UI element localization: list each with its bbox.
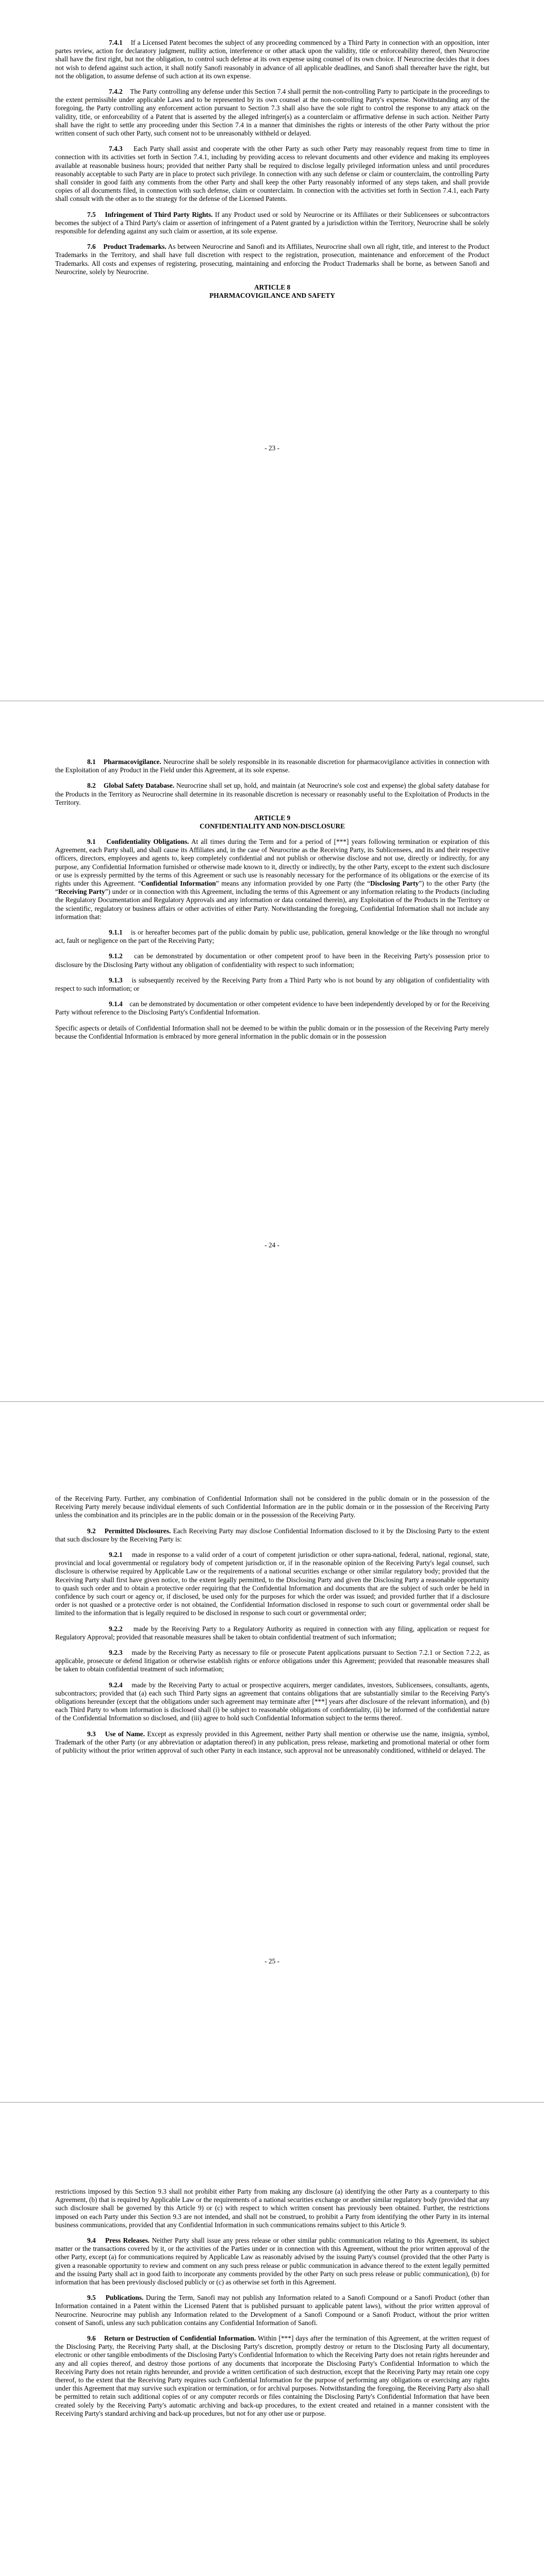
section-heading: Infringement of Third Party Rights. — [105, 210, 213, 218]
paragraph-9-2-1 — [55, 1551, 489, 1618]
section-number: 9.6 — [87, 2334, 96, 2343]
page-24 — [0, 701, 544, 1401]
section-number: 9.1.1 — [109, 928, 123, 937]
defined-term: Receiving Party — [58, 888, 105, 896]
section-heading: Confidentiality Obligations. — [106, 838, 189, 846]
section-heading: Return or Destruction of Confidential Information. — [104, 2334, 256, 2343]
page-number: - 23 - — [265, 444, 279, 452]
paragraph-text: is subsequently received by the Receiving Party from a Third Party who is not bound by any obligation of confidentiality with respect to such information; or — [55, 976, 490, 993]
section-number: 7.4.1 — [109, 39, 123, 46]
section-heading: Product Trademarks. — [103, 243, 167, 251]
page-25 — [0, 1402, 544, 2102]
paragraph-text: ”) under or in connection with this Agreement, including the terms of this Agreement or any information relating to the Products (including the Regulatory Documentation and Regulatory Approvals and any information or data contained therein), any Exploitation of the Products in the Territory or the scientific, regulatory or business affairs or other activities of either Party. Notwithstanding the foregoing, Confidential Information shall not include any information that: — [55, 888, 489, 921]
paragraph-continued: restrictions imposed by this Section 9.3 shall not prohibit either Party from making any disclosure (a) identifying the other Party as a counterparty to this Agreement, (b) that is required by Applicable Law or the requirements of a national securities exchange or another similar regulatory body (provided that any such disclosure shall be governed by this Article 9) or (c) with respect to which written consent has previously been obtained. Further, the restrictions imposed on each Party under this Section 9.3 are not intended, and shall not be construed, to prohibit a Party from identifying the other Party in its internal business communications, provided that any Confidential Information in such communications remains subject to this Article 9. — [55, 2188, 489, 2229]
paragraph-9-2 — [55, 1527, 489, 1544]
article-title: CONFIDENTIALITY AND NON-DISCLOSURE — [200, 822, 345, 831]
paragraph-9-2-3 — [55, 1649, 489, 1674]
paragraph-9-1-3 — [55, 976, 489, 993]
section-number: 9.1.4 — [109, 1000, 123, 1008]
defined-term: Confidential Information — [141, 879, 216, 888]
section-number: 9.2.4 — [109, 1681, 123, 1689]
paragraph-9-2-2 — [55, 1625, 489, 1641]
section-number: 7.5 — [87, 210, 96, 218]
paragraph-9-1-1 — [55, 928, 489, 945]
paragraph-text: At all times during the Term and for a period of [***] years following termination or expiration of this Agreement, each Party shall, and shall cause its Affiliates and, in the case of Neurocrine as the Receiving Party, its Sublicensees, and its and their respective officers, directors, employees and agents to, keep completely confidential and not publish or otherwise disclose and not use, directly or indirectly, for any purpose, any Confidential Information furnished or otherwise made known to it, directly or indirectly, by the other Party, except to the extent such disclosure or use is expressly permitted by the terms of this Agreement or such use is reasonably necessary for the performance of its obligations or the exercise of its rights under this Agreement. “ — [55, 838, 490, 888]
paragraph-text: As between Neurocrine and Sanofi and its Affiliates, Neurocrine shall own all right, title, and interest to the Product Trademarks in the Territory, and shall have full discretion with respect to the registration, prosecution, maintenance and enforcement of the Product Trademarks. All costs and expenses of registering, prosecuting, maintaining and enforcing the Product Trademarks shall be borne, as between Sanofi and Neurocrine, solely by Neurocrine. — [55, 243, 490, 276]
paragraph-9-6 — [55, 2334, 489, 2418]
paragraph-continued: of the Receiving Party. Further, any combination of Confidential Information shall not be considered in the public domain or in the possession of the Receiving Party merely because individual elements of such Confidential Information are in the public domain or in the possession of the Receiving Party unless the combination and its principles are in the public domain or in the possession of the Receiving Party. — [55, 1495, 489, 1519]
paragraph-text: The Party controlling any defense under this Section 7.4 shall permit the non-controlling Party to participate in the proceedings to the extent permissible under applicable Laws and to be represented by its own counsel at the non-controlling Party's expense. Notwithstanding any of the foregoing, the Party controlling any enforcement action pursuant to Section 7.3 shall also have the sole right to control the response to any attack on the validity, title, or enforceability of a Patent that is asserted by the alleged infringer(s) as a counterclaim or affirmative defense in such action. Neither Party shall have the right to settle any proceeding under this Section 7.4 in a manner that diminishes the rights or interests of the other Party without the prior written consent of such other Party, such consent not to be unreasonably withheld or delayed. — [55, 88, 490, 138]
section-number: 9.2 — [87, 1527, 96, 1535]
paragraph-text: Except as expressly provided in this Agreement, neither Party shall mention or otherwise use the name, insignia, symbol, Trademark of the other Party (or any abbreviation or adaptation thereof) in any publication, press release, marketing and promotional material or other form of publicity without the prior written approval of such other Party in each instance, such approval not be unreasonably conditioned, withheld or delayed. The — [55, 1730, 489, 1755]
paragraph-9-4 — [55, 2236, 489, 2286]
section-number: 9.1 — [87, 838, 96, 846]
paragraph-text: made by the Receiving Party to actual or prospective acquirers, merger candidates, investors, Sublicensees, consultants, agents, subcontractors; provided that (a) each such Third Party signs an agreement that contains obligations that are substantially similar to the Receiving Party's obligations hereunder (except that the obligations under such agreement may terminate after [***] years after disclosure of the relevant information), and (b) each Third Party to whom information is disclosed shall (i) be subject to reasonable obligations of confidentiality, (ii) be informed of the confidential nature of the Confidential Information so disclosed, and (iii) agree to hold such Confidential Information subject to the terms thereof. — [55, 1681, 489, 1722]
section-number: 9.3 — [87, 1730, 96, 1738]
article-title: PHARMACOVIGILANCE AND SAFETY — [209, 292, 335, 300]
section-heading: Publications. — [105, 2294, 144, 2302]
section-heading: Permitted Disclosures. — [104, 1527, 171, 1535]
paragraph-7-6 — [55, 243, 489, 276]
section-heading: Global Safety Database. — [103, 782, 175, 790]
paragraph-text: If a Licensed Patent becomes the subject of any proceeding commenced by a Third Party in connection with an opposition, inter partes review, action for declaratory judgment, nullity action, interference or other attack upon the validity, title or enforceability thereof, then Neurocrine shall have the first right, but not the obligation, to control such defense at its own expense using counsel of its own choice. If Neurocrine decides that it does not wish to defend against such action, it shall notify Sanofi reasonably in advance of all applicable deadlines, and Sanofi shall thereafter have the right, but not the obligation, to assume defense of such action at its own expense. — [55, 39, 490, 80]
section-number: 9.2.3 — [109, 1649, 123, 1657]
paragraph-7-4-1 — [55, 39, 489, 80]
paragraph-text: is or hereafter becomes part of the public domain by public use, publication, general knowledge or the like through no wrongful act, fault or negligence on the part of the Receiving Party; — [55, 928, 489, 945]
article-number: ARTICLE 9 — [254, 814, 291, 822]
paragraph-9-5 — [55, 2294, 489, 2327]
paragraph-text: made by the Receiving Party to a Regulatory Authority as required in connection with any filing, application or request for Regulatory Approval; provided that reasonable measures shall be taken to obtain confidential treatment of such information; — [55, 1624, 489, 1641]
paragraph-9-1-tail: Specific aspects or details of Confidential Information shall not be deemed to be within the public domain or in the possession of the Receiving Party merely because the Confidential Information is embraced by more general information in the public domain or in the possession — [55, 1024, 489, 1040]
section-heading: Pharmacovigilance. — [103, 758, 161, 766]
paragraph-text: ”) to the other Party (the “ — [55, 879, 489, 896]
section-number: 9.5 — [87, 2294, 96, 2302]
paragraph-text: can be demonstrated by documentation or other competent proof to have been in the Receiving Party's possession prior to disclosure by the Disclosing Party without any obligation of confidentiality with respect to such information; — [55, 952, 489, 969]
section-number: 7.4.3 — [109, 145, 123, 153]
section-number: 7.4.2 — [109, 88, 123, 96]
paragraph-text: Neurocrine shall set up, hold, and maintain (at Neurocrine's sole cost and expense) the global safety database for the Products in the Territory as Neurocrine shall determine in its reasonable discretion is necessary or reasonably useful to the Exploitation of Products in the Territory. — [55, 782, 490, 806]
paragraph-text: can be demonstrated by documentation or other competent evidence to have been independently developed by or for the Receiving Party without reference to the Disclosing Party's Confidential Information. — [55, 1000, 490, 1016]
paragraph-text: Each Receiving Party may disclose Confidential Information disclosed to it by the Disclosing Party to the extent that such disclosure by the Receiving Party is: — [55, 1527, 489, 1543]
defined-term: Disclosing Party — [370, 879, 419, 888]
page-23 — [0, 0, 544, 701]
paragraph-text: made by the Receiving Party as necessary to file or prosecute Patent applications pursuant to Section 7.2.1 or Section 7.2.2, as applicable, prosecute or defend litigation or otherwise establish rights or enforce obligations under this Agreement; provided that reasonable measures shall be taken to obtain confidential treatment of such information; — [55, 1649, 489, 1673]
paragraph-text: ” means any information provided by one Party (the “ — [216, 879, 370, 888]
section-number: 8.2 — [87, 782, 96, 790]
paragraph-9-3 — [55, 1730, 489, 1755]
section-heading: Use of Name. — [105, 1730, 145, 1738]
paragraph-9-1 — [55, 838, 489, 921]
paragraph-text: Within [***] days after the termination of this Agreement, at the written request of the Disclosing Party, the Receiving Party shall, at the Disclosing Party's discretion, promptly destroy or return to the Disclosing Party all documentary, electronic or other tangible embodiments of the Disclosing Party's Confidential Information to which the Receiving Party does not retain rights hereunder and any and all copies thereof, and destroy those portions of any documents that incorporate the Disclosing Party's Confidential Information to which the Receiving Party does not retain rights hereunder, and provide a written certification of such destruction, except that the Receiving Party may retain one copy thereof, to the extent that the Receiving Party requires such Confidential Information for the purpose of performing any obligations or exercising any rights under this Agreement that may survive such expiration or termination, or for archival purposes. Notwithstanding the foregoing, the Receiving Party also shall be permitted to retain such additional copies of or any computer records or files containing the Disclosing Party's Confidential Information that have been created solely by the Receiving Party's automatic archiving and back-up procedures, to the extent created and retained in a manner consistent with the Receiving Party's standard archiving and back-up procedures, but not for any other use or purpose. — [55, 2334, 490, 2417]
section-number: 9.2.1 — [109, 1551, 123, 1559]
section-number: 9.1.2 — [109, 952, 123, 960]
paragraph-text: made in response to a valid order of a court of competent jurisdiction or other supra-national, federal, national, regional, state, provincial and local governmental or regulatory body of competent jurisdiction or, if in the reasonable opinion of the Receiving Party's legal counsel, such disclosure is otherwise required by Applicable Law or the requirements of a national securities exchange or other similar regulatory body; provided that the Receiving Party shall first have given notice, to the extent legally permitted, to the Disclosing Party and given the Disclosing Party a reasonable opportunity to quash such order and to obtain a protective order requiring that the Confidential Information and documents that are the subject of such order be held in confidence by such court or agency or, if disclosed, be used only for the purposes for which the order was issued; and provided further that if a disclosure order is not quashed or a protective order is not obtained, the Confidential Information disclosed in response to such court or governmental order shall be limited to the information that is legally required to be disclosed in response to such court or governmental order; — [55, 1551, 490, 1617]
section-number: 9.4 — [87, 2236, 96, 2245]
paragraph-7-5 — [55, 211, 489, 236]
paragraph-7-4-3 — [55, 145, 489, 203]
page-number: - 24 - — [265, 1241, 279, 1249]
page-number: - 25 - — [265, 1957, 279, 1965]
paragraph-9-1-2 — [55, 952, 489, 969]
section-heading: Press Releases. — [105, 2236, 150, 2245]
section-number: 8.1 — [87, 758, 96, 766]
paragraph-9-2-4 — [55, 1681, 489, 1723]
paragraph-text: Each Party shall assist and cooperate with the other Party as such other Party may reasonably request from time to time in connection with its activities set forth in Section 7.4.1, including by providing access to relevant documents and other evidence and making its employees available at reasonable business hours; provided that neither Party shall be required to disclose legally privileged information unless and until procedures reasonably acceptable to such Party are in place to protect such privilege. In connection with any such defense or claim or counterclaim, the controlling Party shall consider in good faith any comments from the other Party and shall keep the other Party reasonably informed of any steps taken, and shall provide copies of all documents filed, in connection with such defense, claim or counterclaim. In connection with the activities set forth in Section 7.4.1, each Party shall consult with the other as to the strategy for the defense of the Licensed Patents. — [55, 145, 489, 203]
paragraph-8-2 — [55, 782, 489, 807]
paragraph-7-4-2 — [55, 88, 489, 138]
article-number: ARTICLE 8 — [254, 283, 291, 292]
section-number: 9.1.3 — [109, 976, 123, 984]
section-number: 7.6 — [87, 243, 96, 251]
section-number: 9.2.2 — [109, 1624, 123, 1633]
paragraph-8-1 — [55, 758, 489, 774]
page-26 — [0, 2103, 544, 2576]
paragraph-text: If any Product used or sold by Neurocrine or its Affiliates or their Sublicensees or subcontractors becomes the subject of a Third Party's claim or assertion of infringement of a Patent granted by a jurisdiction within the Territory, Neurocrine shall be solely responsible for defending against any such claim or assertion, at its sole expense. — [55, 210, 490, 235]
paragraph-text: Neurocrine shall be solely responsible in its reasonable discretion for pharmacovigilance activities in connection with the Exploitation of any Product in the Field under this Agreement, at its sole expense. — [55, 758, 490, 774]
paragraph-text: During the Term, Sanofi may not publish any Information related to a Sanofi Compound or a Sanofi Product (other than Information contained in a Patent within the Licensed Patent that is published pursuant to applicable patent laws), without the prior written approval of Neurocrine. Neurocrine may publish any Information related to the Development of a Sanofi Compound or a Sanofi Product, without the prior written consent of Sanofi, unless any such publication contains any Confidential Information of Sanofi. — [55, 2294, 489, 2327]
paragraph-text: Neither Party shall issue any press release or other similar public communication relating to this Agreement, its subject matter or the transactions covered by it, or the activities of the Parties under or in connection with this Agreement, without the prior written approval of the other Party, except (a) for communications required by Applicable Law as reasonably advised by the issuing Party's counsel (provided that the other Party is given a reasonable opportunity to review and comment on any such press release or public communication in advance thereof to the extent legally permitted and the issuing Party shall act in good faith to incorporate any comments provided by the other Party on such press release or public communication), (b) for information that has been previously disclosed publicly or (c) as otherwise set forth in this Agreement. — [55, 2236, 490, 2286]
paragraph-9-1-4 — [55, 1000, 489, 1016]
